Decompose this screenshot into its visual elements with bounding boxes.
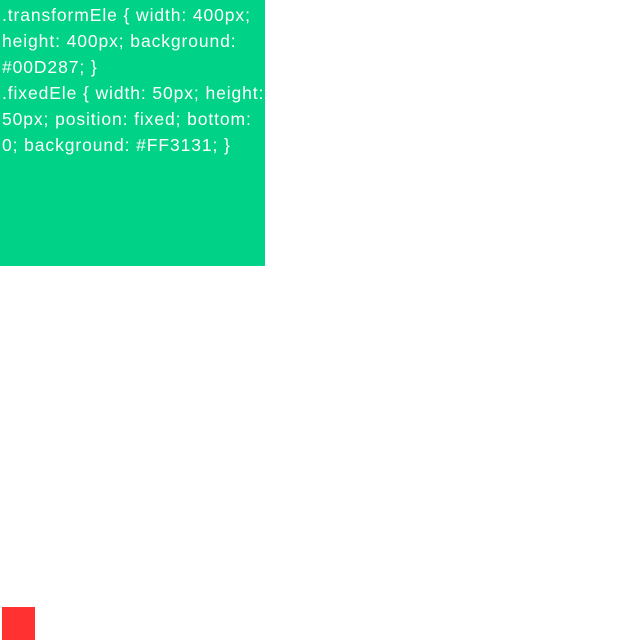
- css-code-line-3: #00D287; }: [2, 57, 98, 77]
- css-code-line-2: height: 400px; background:: [2, 31, 237, 51]
- css-code-line-5: 50px; position: fixed; bottom:: [2, 109, 252, 129]
- css-code-line-4: .fixedEle { width: 50px; height:: [2, 83, 265, 103]
- fixed-element-box: [2, 607, 35, 640]
- css-code-text: [0, 0, 265, 158]
- css-code-line-6: 0; background: #FF3131; }: [2, 135, 231, 155]
- css-code-line-1: .transformEle { width: 400px;: [2, 5, 251, 25]
- transform-element-box: [0, 0, 265, 266]
